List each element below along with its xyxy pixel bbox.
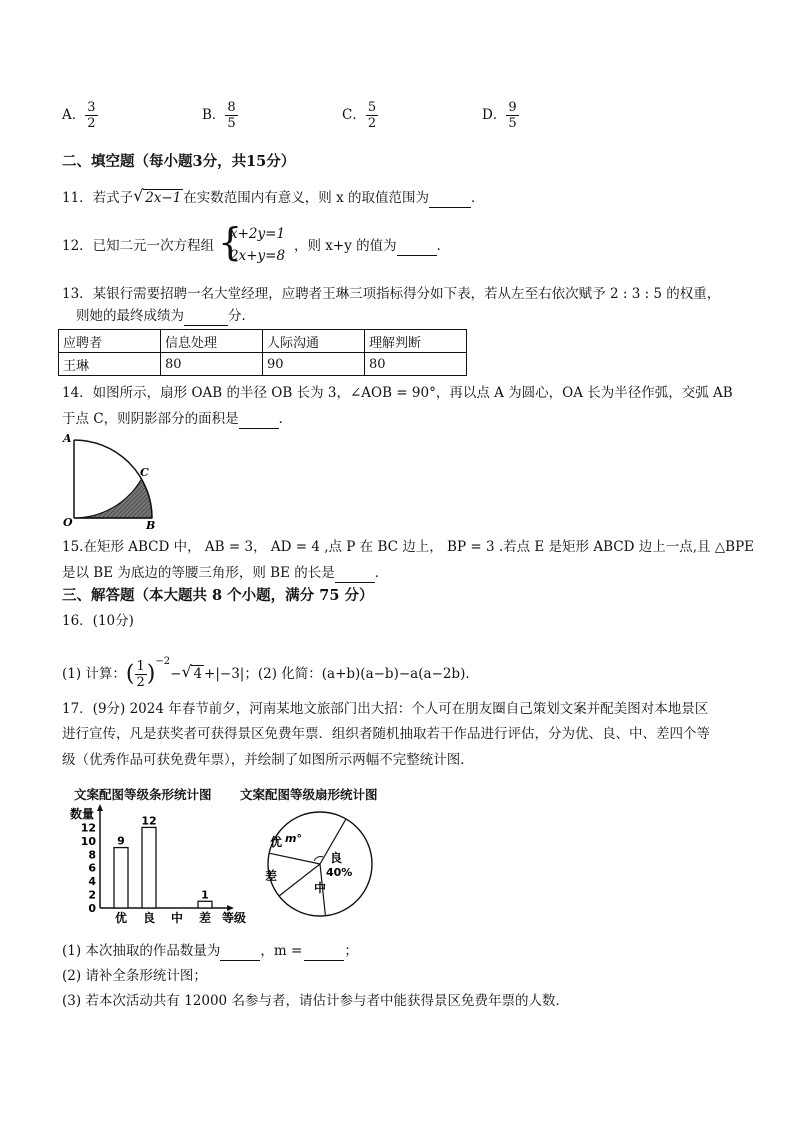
question-15-line1: 15.在矩形 ABCD 中， AB = 3， AD = 4 ,点 P 在 BC 边上， BP = 3 .若点 E 是矩形 ABCD 边上一点,且 △BPE <box>62 539 755 555</box>
answer-blank[interactable] <box>220 945 260 961</box>
x-tick-label: 差 <box>198 911 212 925</box>
x-tick-label: 优 <box>114 911 128 925</box>
label-c: C <box>140 466 149 479</box>
y-tick-label: 6 <box>88 861 96 875</box>
question-14-line2: 于点 C，则阴影部分的面积是 ． <box>62 411 293 427</box>
bar-chart <box>60 798 250 928</box>
answer-blank[interactable] <box>335 567 375 583</box>
question-11: 11．若式子 √ 2x−1 在实数范围内有意义，则 x 的取值范围为 ． <box>62 186 485 206</box>
question-12-pre: 12．已知二元一次方程组 <box>62 238 215 254</box>
score-table <box>58 329 467 376</box>
x-tick-label: 良 <box>142 911 156 925</box>
pie-slice-label: 差 <box>265 869 278 883</box>
sector-figure <box>60 428 170 532</box>
bar-data-label: 1 <box>201 888 209 902</box>
equation-1: x+2y=1 <box>230 226 286 242</box>
answer-blank[interactable] <box>304 945 344 961</box>
table-header-row <box>59 330 467 353</box>
pie-chart <box>250 808 390 920</box>
q10-option-a: A． $\frac{3}{2}$ <box>62 100 96 131</box>
q10-option-d: D． $\frac{9}{5}$ <box>482 100 517 131</box>
answer-blank[interactable] <box>239 413 279 429</box>
y-tick-label: 12 <box>80 821 96 835</box>
x-tick-label: 中 <box>170 911 184 925</box>
system-brace: { <box>218 220 243 264</box>
answer-blank[interactable] <box>184 310 228 326</box>
table-header-cell: 信息处理 <box>161 330 263 353</box>
answer-blank[interactable] <box>429 192 471 208</box>
label-a: A <box>63 432 72 445</box>
answer-blank[interactable] <box>397 240 437 256</box>
table-row <box>59 353 467 376</box>
table-header-cell: 理解判断 <box>365 330 467 353</box>
y-axis-label: 数量 <box>70 807 95 821</box>
question-13-line2: 则她的最终成绩为 分． <box>76 308 255 324</box>
bar <box>114 848 128 908</box>
question-17-part1: (1) 本次抽取的作品数量为 ，m = ； <box>62 943 358 959</box>
question-14-line1: 14．如图所示，扇形 OAB 的半径 OB 长为 3，∠AOB = 90°，再以点 A 为圆心，OA 长为半径作弧，交弧 AB <box>62 385 733 401</box>
question-16-head: 16．(10分) <box>62 613 134 629</box>
y-tick-label: 0 <box>88 902 96 915</box>
x-axis-label: 等级 <box>222 911 247 925</box>
table-cell: 80 <box>365 353 467 376</box>
y-axis-arrow <box>97 804 103 811</box>
pie-slice-annotation: m° <box>285 832 302 845</box>
table-header-cell: 应聘者 <box>59 330 161 353</box>
bar-chart-title: 文案配图等级条形统计图 <box>74 787 212 802</box>
y-tick-label: 4 <box>88 875 96 889</box>
y-tick-label: 10 <box>80 834 96 848</box>
question-15-line2: 是以 BE 为底边的等腰三角形，则 BE 的长是 ． <box>62 565 389 581</box>
label-o: O <box>63 516 73 529</box>
section-3-title: 三、解答题（本大题共 8 个小题，满分 75 分） <box>62 587 374 604</box>
bar <box>142 827 156 908</box>
question-17-line3: 级（优秀作品可获免费年票），并绘制了如图所示两幅不完整统计图． <box>62 752 474 768</box>
y-tick-label: 8 <box>88 848 96 862</box>
q10-option-b: B． $\frac{8}{5}$ <box>202 100 236 131</box>
table-cell: 90 <box>263 353 365 376</box>
question-17-part2: (2) 请补全条形统计图； <box>62 968 207 984</box>
question-17-line2: 进行宣传，凡是获奖者可获得景区免费年票．组织者随机抽取若干作品进行评估，分为优、良、中、差四个等 <box>62 726 710 742</box>
q10-option-c: C． $\frac{5}{2}$ <box>342 100 377 131</box>
pie-chart-title: 文案配图等级扇形统计图 <box>240 787 378 802</box>
table-cell: 80 <box>161 353 263 376</box>
pie-slice-annotation: 40% <box>326 866 353 879</box>
sqrt-expression: √ 2x−1 <box>133 186 182 206</box>
pie-slice-label: 良 <box>330 851 343 865</box>
bar-data-label: 9 <box>117 834 125 848</box>
equation-2: 2x+y=8 <box>230 248 286 264</box>
shaded-region <box>74 479 152 518</box>
question-17-line1: 17．(9分) 2024 年春节前夕，河南某地文旅部门出大招：个人可在朋友圈自己策划文案并配美图对本地景区 <box>62 701 709 717</box>
question-12-post: ，则 x+y 的值为 ． <box>294 238 451 254</box>
question-16-body: (1) 计算：( $\frac{1}{2}$ )$^{-2}$− √ 4 +|−3|；(2) 化简：(a+b)(a−b)−a(a−2b)． <box>62 656 479 690</box>
y-tick-label: 2 <box>88 888 96 902</box>
label-b: B <box>146 519 156 532</box>
question-17-part3: (3) 若本次活动共有 12000 名参与者，请估计参与者中能获得景区免费年票的人数． <box>62 993 569 1009</box>
table-header-cell: 人际沟通 <box>263 330 365 353</box>
pie-slice-label: 中 <box>314 881 327 895</box>
question-13-line1: 13．某银行需要招聘一名大堂经理，应聘者王琳三项指标得分如下表，若从左至右依次赋予 2 : 3 : 5 的权重， <box>62 286 721 302</box>
bar <box>198 901 212 908</box>
bar-data-label: 12 <box>141 814 157 828</box>
section-2-title: 二、填空题（每小题3分，共15分） <box>62 153 296 170</box>
pie-slice-label: 优 <box>270 835 283 849</box>
table-cell: 王琳 <box>59 353 161 376</box>
